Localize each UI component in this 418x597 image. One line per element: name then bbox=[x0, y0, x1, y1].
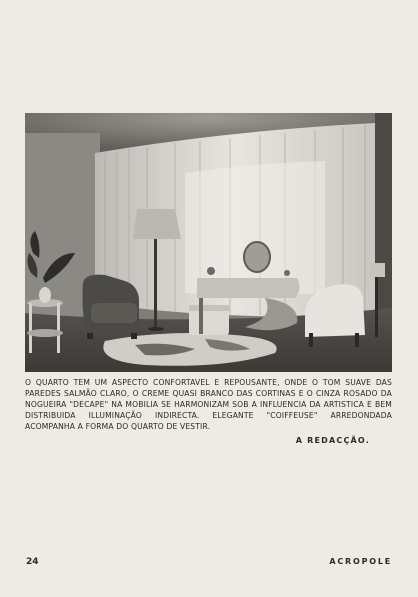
photo-caption: O QUARTO TEM UM ASPECTO CONFORTAVEL E REPOUSANTE, ONDE O TOM SUAVE DAS PAREDES SALMÃO CLARO, O CREME QUASI BRANCO DAS CORTINAS E O CINZA ROSADO DA NOGUEIRA "DECAPE" NA MOBILIA SE HARMONIZAM SOB A INFLUENCIA DA ARTISTICA E BEM DISTRIBUIDA ILLUMINAÇÃO INDIRECTA. ELEGANTE "COIFFEUSE" ARREDONDADA ACOMPANHA A FORMA DO QUARTO DE VESTIR. bbox=[25, 378, 392, 431]
author-signature: A REDACÇÃO. bbox=[295, 436, 370, 445]
page-number: 24 bbox=[26, 557, 39, 567]
publication-title: ACROPOLE bbox=[329, 557, 392, 566]
bedroom-photograph bbox=[25, 113, 392, 372]
bedroom-photo-illustration bbox=[25, 113, 392, 372]
